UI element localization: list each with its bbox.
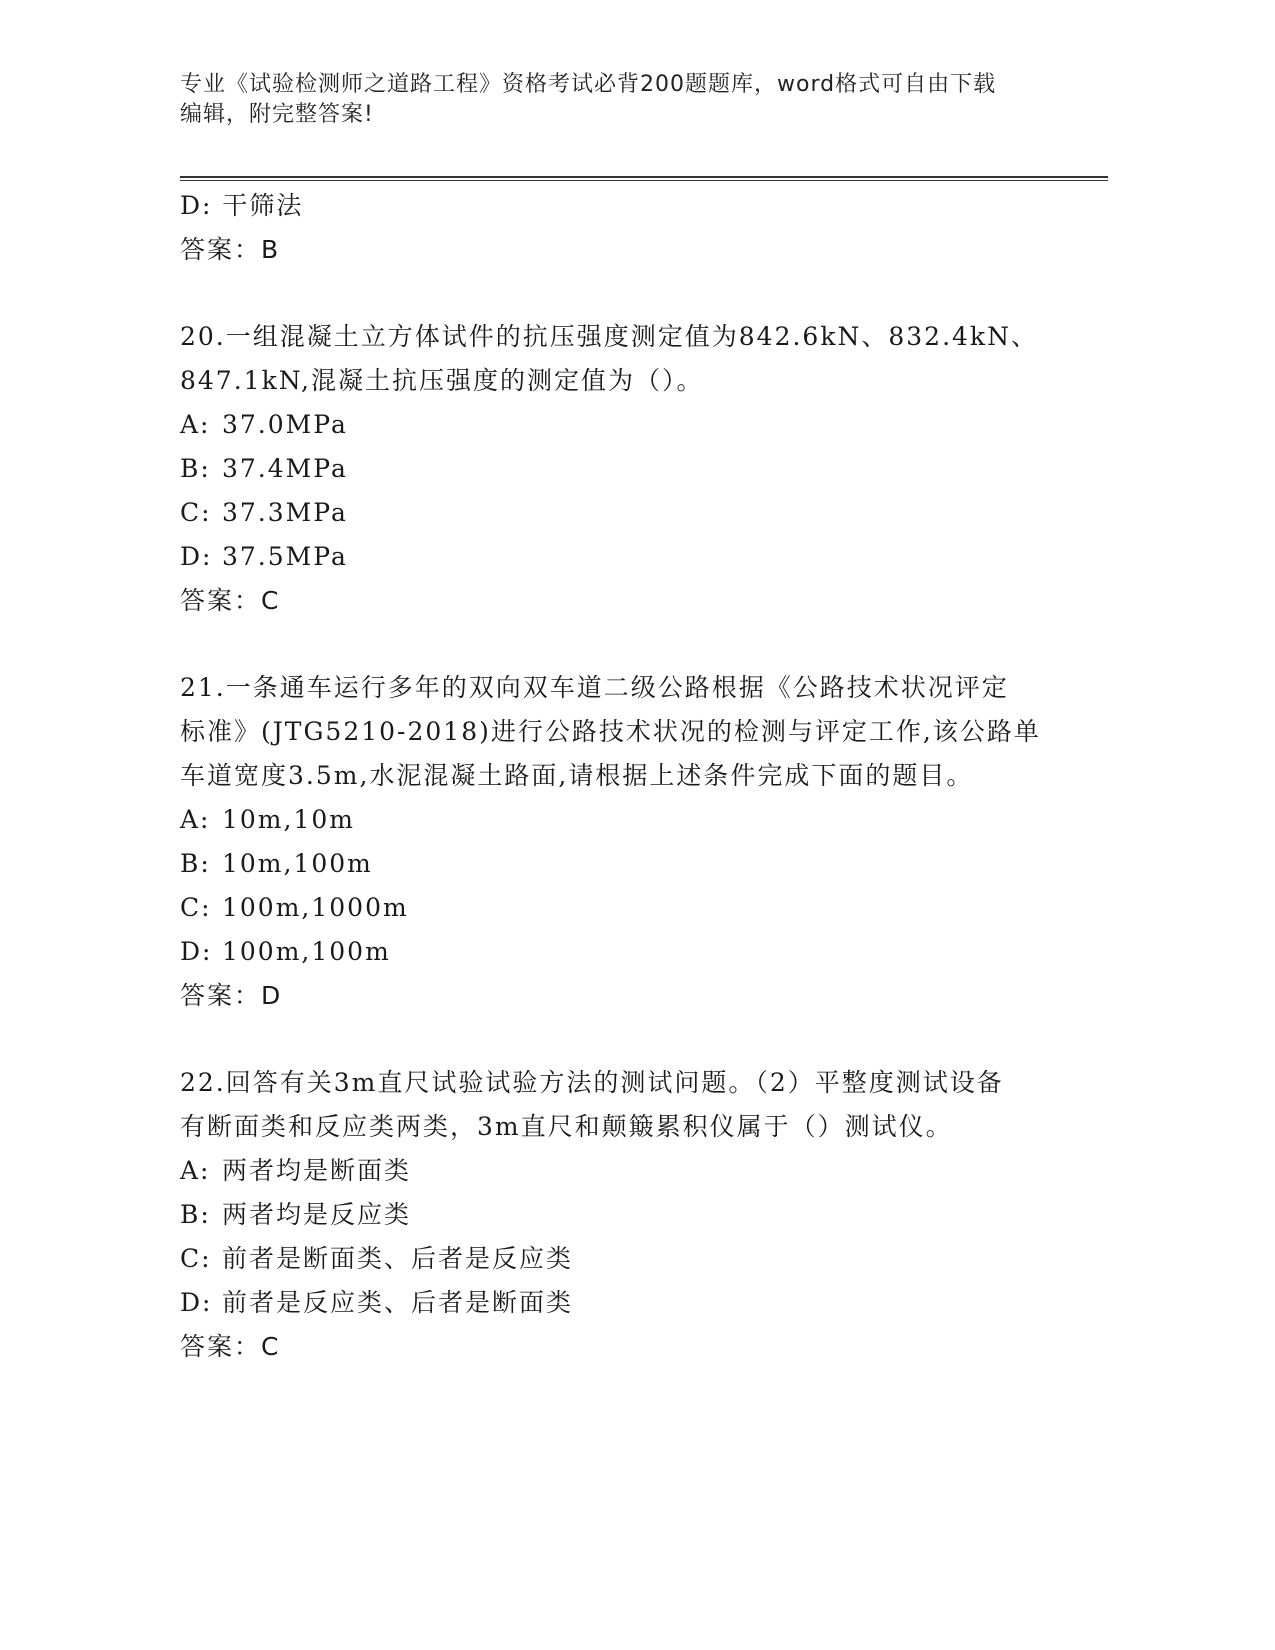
question-22 [180,1061,1080,1369]
question-line: 标准》(JTG5210-2018)进行公路技术状况的检测与评定工作,该公路单 [180,717,1041,746]
header-line-2: 编辑，附完整答案! [180,102,374,127]
question-line: 847.1kN,混凝土抗压强度的测定值为（）。 [180,366,704,395]
answer: 答案：C [180,586,281,615]
answer: 答案：D [180,981,283,1010]
option-b [180,1193,1080,1237]
option-text: 37.3MPa [222,498,348,527]
question-line: 21.一条通车运行多年的双向双车道二级公路根据《公路技术状况评定 [180,673,1009,702]
option-text: 10m,100m [222,849,373,878]
option-text: 前者是反应类、后者是断面类 [222,1288,574,1317]
question-text [180,1061,1080,1149]
option-key: C: [180,498,212,527]
option-d: D: 干筛法 [180,191,304,220]
option-key: A: [180,410,211,439]
option-text: 37.4MPa [222,454,348,483]
header-divider [180,176,1108,181]
question-line: 车道宽度3.5m,水泥混凝土路面,请根据上述条件完成下面的题目。 [180,761,974,790]
option-text: 100m,1000m [222,893,409,922]
question-line: 20.一组混凝土立方体试件的抗压强度测定值为842.6kN、832.4kN、 [180,322,1038,351]
document-body [180,184,1080,1369]
option-c [180,491,1080,535]
option-text: 10m,10m [222,805,355,834]
option-d [180,930,1080,974]
option-text: 37.5MPa [222,542,348,571]
option-key: B: [180,849,211,878]
option-b [180,842,1080,886]
option-text: 100m,100m [222,937,391,966]
option-key: D: [180,1288,213,1317]
question-line: 有断面类和反应类两类，3m直尺和颠簸累积仪属于（）测试仪。 [180,1112,953,1141]
question-line: 22.回答有关3m直尺试验试验方法的测试问题。（2）平整度测试设备 [180,1068,1004,1097]
answer: 答案：C [180,1332,281,1361]
option-b [180,447,1080,491]
answer: 答案：B [180,235,281,264]
option-a [180,1149,1080,1193]
page-header [180,70,1060,130]
question-21 [180,666,1080,1018]
option-d [180,535,1080,579]
question-text [180,315,1080,403]
option-key: C: [180,893,212,922]
question-text [180,666,1080,798]
option-key: B: [180,454,211,483]
option-key: D: [180,937,213,966]
option-a [180,403,1080,447]
header-line-1: 专业《试验检测师之道路工程》资格考试必背200题题库，word格式可自由下载 [180,72,997,97]
option-d [180,1281,1080,1325]
option-c [180,886,1080,930]
option-c [180,1237,1080,1281]
question-20 [180,315,1080,623]
option-key: C: [180,1244,212,1273]
option-key: A: [180,805,211,834]
option-a [180,798,1080,842]
option-text: 两者均是断面类 [222,1156,412,1185]
option-text: 37.0MPa [222,410,348,439]
option-key: B: [180,1200,211,1229]
option-text: 两者均是反应类 [222,1200,412,1229]
question-19-tail [180,184,1080,272]
option-key: D: [180,542,213,571]
option-text: 前者是断面类、后者是反应类 [222,1244,574,1273]
option-key: A: [180,1156,211,1185]
